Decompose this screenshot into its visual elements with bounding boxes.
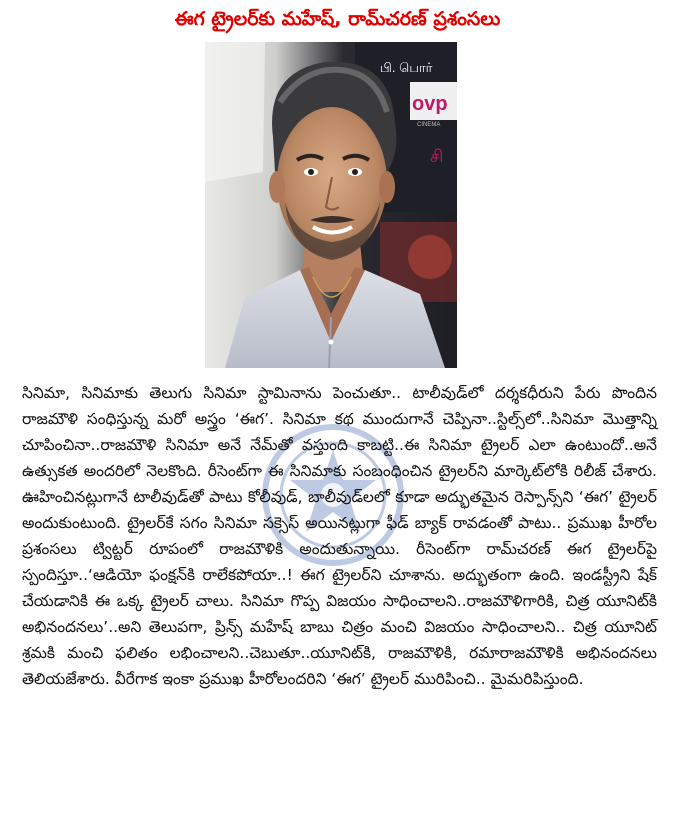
backdrop-logo-text: ovp — [412, 93, 448, 115]
backdrop-text-tamil: சி — [430, 147, 444, 166]
article-body: సినిమా, సినిమాకు తెలుగు సినిమా స్టామినాను పెంచుతూ.. టాలీవుడ్‌లో దర్శకధీరుని పేరు పొందిన రాజమౌళి సంధిస్తున్న మరో అస్త్రం ‘ఈగ’. సినిమా కథ ముందుగానే చెప్పినా..స్టిల్స్‌లో..సినిమా మొత్తాన్ని చూపించినా..రాజమౌళి సినిమా అనే నేమ్‌తో వస్తుంది కాబట్టి..ఈ సినిమా ట్రైలర్ ఎలా ఉంటుందో..అనే ఉత్సుకత అందరిలో నెలకొంది. రీసెంట్‌గా ఈ సినిమాకు సంబంధించిన ట్రైలర్‌ని మార్కెట్‌లోకి రిలీజ్ చేశారు. ఊహించినట్లుగానే టాలీవుడ్‌తో పాటు కోలీవుడ్, బాలీవుడ్‌లలో కూడా అద్భుతమైన రెస్పాన్స్‌ని ‘ఈగ’ ట్రైలర్ అందుకుంటుంది. ట్రైలర్‌కే సగం సినిమా సక్సెస్ అయినట్లుగా ఫీడ్ బ్యాక్ రావడంతో పాటు.. ప్రముఖ హీరోల ప్రశంసలు ట్విట్టర్ రూపంలో రాజమౌళికి అందుతున్నాయి. రీసెంట్‌గా రామ్‌చరణ్ ఈగ ట్రైలర్‌పై స్పందిస్తూ..‘ఆడియో ఫంక్షన్‌కి రాలేకపోయా..! ఈగ ట్రైలర్‌ని చూశాను. అద్భుతంగా ఉంది. ఇండస్ట్రీని షేక్ చేయడానికి ఈ ఒక్క ట్రైలర్ చాలు. సినిమా గొప్ప విజయం సాధించాలని..రాజమౌళిగారికి, చిత్ర యూనిట్‌కి అభినందనలు’..అని తెలుపగా, ప్రిన్స్ మహేష్ బాబు చిత్రం మంచి విజయం సాధించాలని.. చిత్ర యూనిట్ శ్రమకి మంచి ఫలితం లభించాలని..చెబుతూ..యూనిట్‌కి, రాజమౌళికి, రమారాజమౌళికి అభినందనలు తెలియజేశారు. వీరేగాక ఇంకా ప్రముఖ హీరోలందరిని ‘ఈగ’ ట్రైలర్ మురిపించి.. మైమరిపిస్తుంది. — [22, 384, 657, 688]
backdrop-caption: CINEMA — [417, 122, 441, 128]
article-headline: ఈగ ట్రైలర్‌కు మహేష్, రామ్‌చరణ్ ప్రశంసలు — [174, 8, 501, 30]
backdrop-text: பி. பொர் — [380, 60, 433, 75]
portrait-photo — [205, 42, 457, 368]
